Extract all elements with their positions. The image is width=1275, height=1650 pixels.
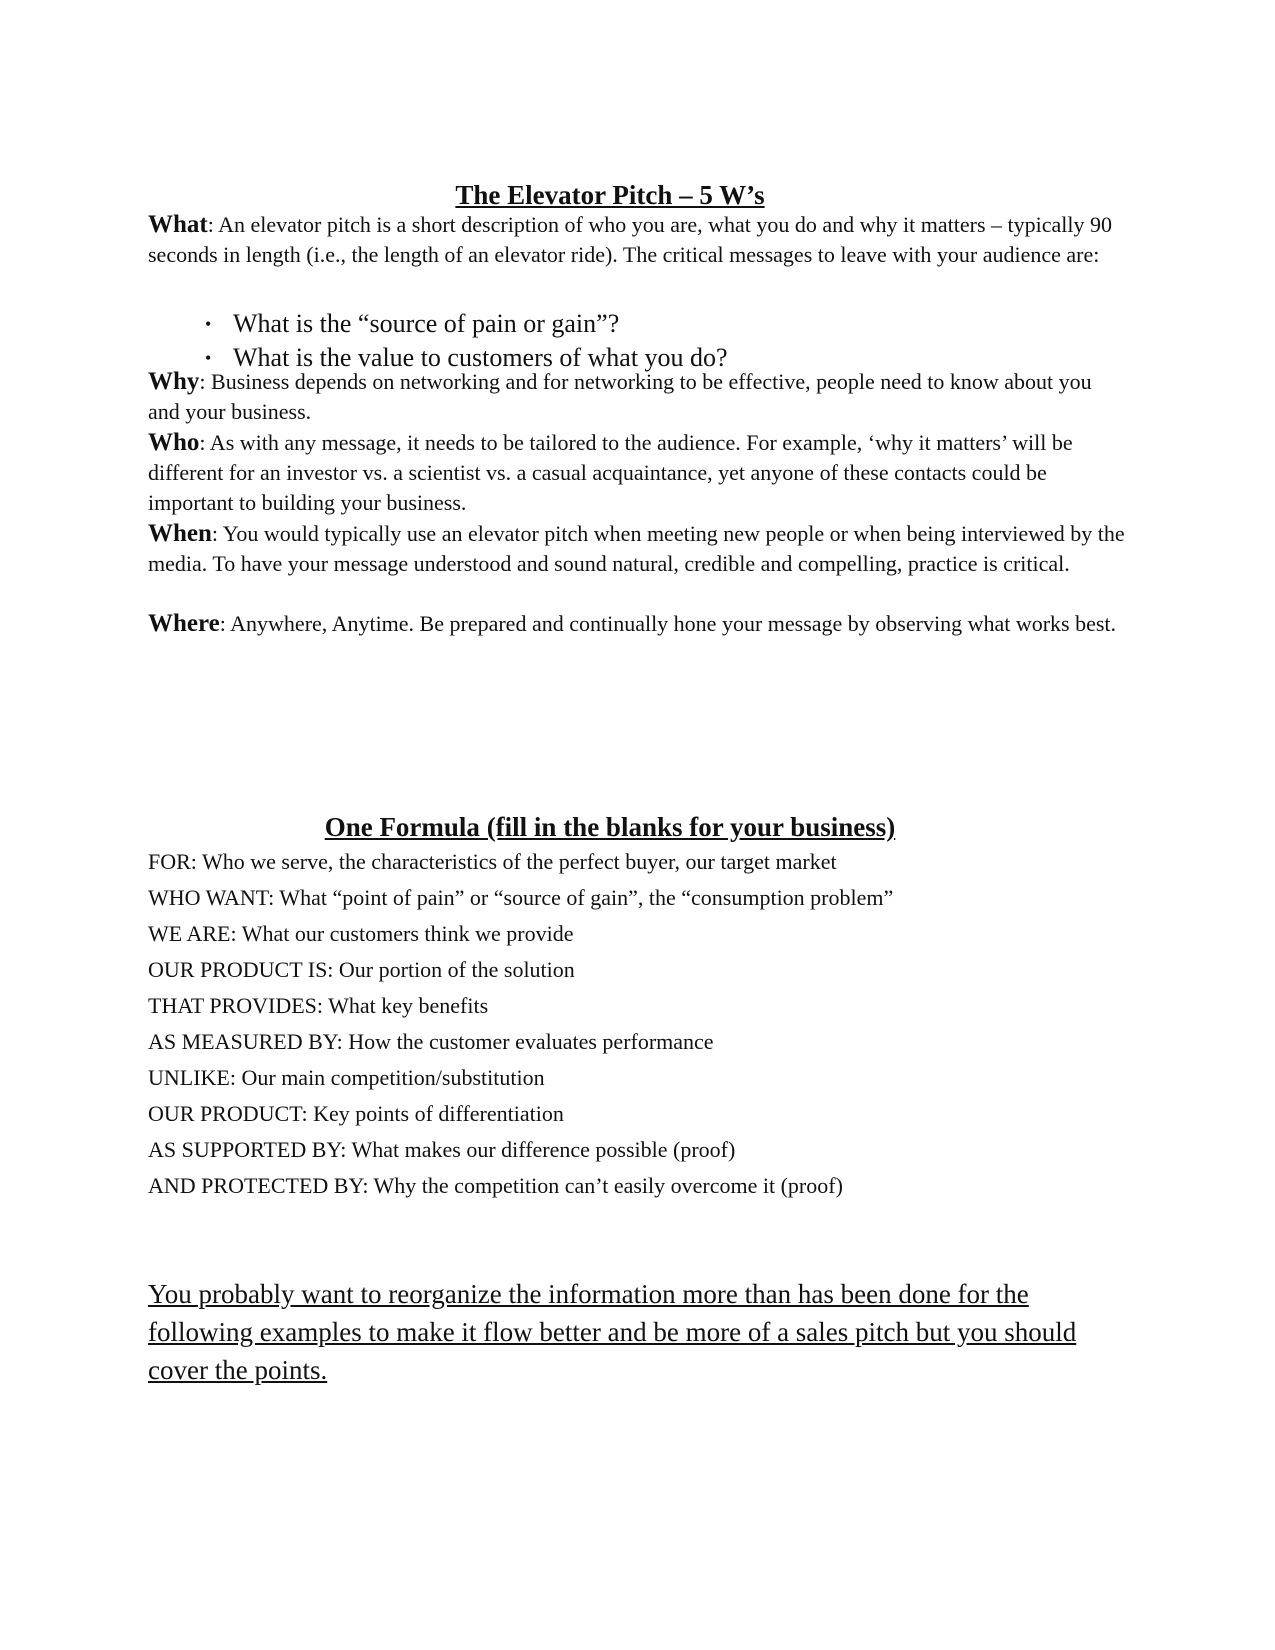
bullet-icon: • — [205, 314, 212, 334]
what-paragraph — [148, 210, 1128, 270]
where-text: : Anywhere, Anytime. Be prepared and continually hone your message by observing what works best. — [219, 611, 1117, 636]
formula-item-as-supported-by: AS SUPPORTED BY: What makes our difference possible (proof) — [148, 1137, 736, 1162]
formula-item-unlike: UNLIKE: Our main competition/substitution — [148, 1065, 545, 1090]
formula-item-we-are: WE ARE: What our customers think we provide — [148, 921, 574, 946]
who-term: Who — [148, 429, 200, 456]
critical-message-1: What is the “source of pain or gain”? — [233, 309, 620, 338]
why-paragraph — [148, 367, 1128, 427]
formula-item-who-want: WHO WANT: What “point of pain” or “source of gain”, the “consumption problem” — [148, 885, 894, 910]
formula-item-and-protected-by: AND PROTECTED BY: Why the competition can’t easily overcome it (proof) — [148, 1173, 843, 1198]
closing-note: You probably want to reorganize the information more than has been done for the following examples to make it flow better and be more of a sales pitch but you should cover the points. — [148, 1279, 1077, 1385]
critical-messages-list — [205, 307, 728, 375]
critical-message-2: What is the value to customers of what you do? — [233, 343, 728, 372]
list-item — [205, 307, 728, 341]
formula-heading — [0, 810, 1220, 844]
when-term: When — [148, 520, 212, 547]
formula-item-our-product-is: OUR PRODUCT IS: Our portion of the solution — [148, 957, 575, 982]
formula-heading-bold: One Formula — [324, 812, 480, 842]
where-paragraph — [148, 609, 1128, 639]
formula-list — [148, 844, 893, 1204]
when-paragraph — [148, 519, 1128, 579]
why-term: Why — [148, 368, 200, 395]
who-paragraph — [148, 428, 1128, 518]
formula-item-our-product: OUR PRODUCT: Key points of differentiation — [148, 1101, 564, 1126]
what-text: : An elevator pitch is a short description of who you are, what you do and why it matters – typically 90 seconds in length (i.e., the length of an elevator ride). The critical messages to leave with your audience are: — [148, 212, 1112, 267]
who-text: : As with any message, it needs to be tailored to the audience. For example, ‘why it matters’ will be different for an investor vs. a scientist vs. a casual acquaintance, yet anyone of these contacts could be important to building your business. — [148, 430, 1073, 515]
page-title: The Elevator Pitch – 5 W’s — [455, 180, 765, 210]
where-term: Where — [148, 610, 220, 637]
formula-item-that-provides: THAT PROVIDES: What key benefits — [148, 993, 489, 1018]
formula-item-for: FOR: Who we serve, the characteristics of the perfect buyer, our target market — [148, 849, 837, 874]
bullet-icon: • — [205, 348, 212, 368]
what-term: What — [148, 211, 208, 238]
formula-heading-rest: (fill in the blanks for your business) — [479, 812, 896, 842]
why-text: : Business depends on networking and for networking to be effective, people need to know about you and your business. — [148, 369, 1092, 424]
when-text: : You would typically use an elevator pitch when meeting new people or when being interviewed by the media. To have your message understood and sound natural, credible and compelling, practice is critical. — [148, 521, 1125, 576]
formula-item-as-measured-by: AS MEASURED BY: How the customer evaluates performance — [148, 1029, 714, 1054]
